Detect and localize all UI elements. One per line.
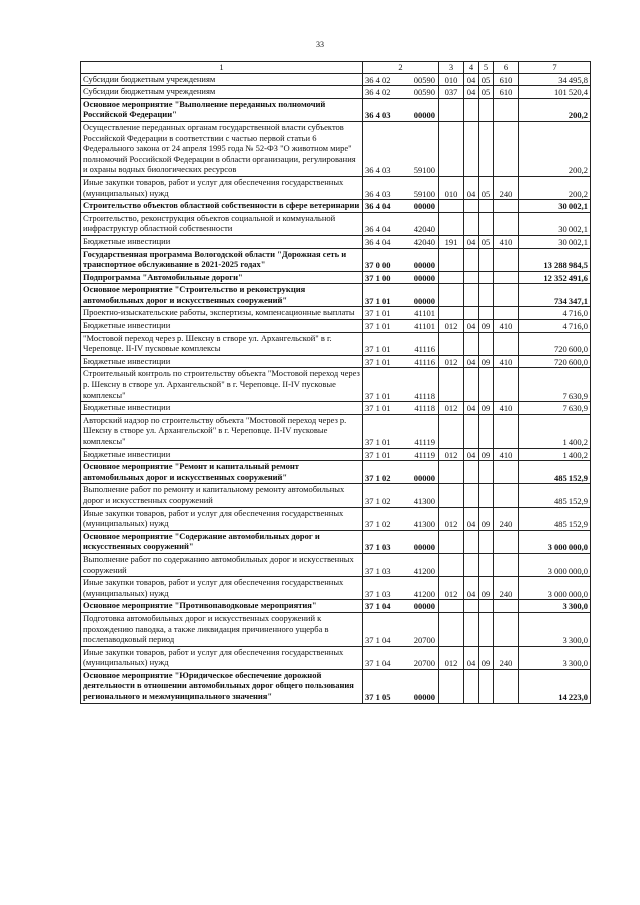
row-code: 37 1 01 bbox=[363, 320, 401, 333]
row-subcode: 00590 bbox=[401, 86, 439, 99]
table-row bbox=[81, 669, 591, 703]
table-row bbox=[81, 507, 591, 530]
row-amount: 200,2 bbox=[519, 176, 591, 199]
row-subcode: 00000 bbox=[401, 530, 439, 553]
row-section: 04 bbox=[464, 235, 479, 248]
row-subcode: 20700 bbox=[401, 646, 439, 669]
row-name: Основное мероприятие "Ремонт и капитальный ремонт автомобильных дорог и искусственных сооружений" bbox=[81, 461, 363, 484]
row-expense-type: 610 bbox=[494, 86, 519, 99]
table-row bbox=[81, 553, 591, 576]
row-subsection bbox=[479, 307, 494, 320]
row-code: 37 1 01 bbox=[363, 355, 401, 368]
row-grbs bbox=[439, 332, 464, 355]
table-row bbox=[81, 121, 591, 176]
row-subsection: 05 bbox=[479, 73, 494, 86]
row-section bbox=[464, 271, 479, 284]
row-amount: 30 002,1 bbox=[519, 200, 591, 213]
row-subsection bbox=[479, 368, 494, 402]
row-subcode: 00000 bbox=[401, 200, 439, 213]
row-expense-type bbox=[494, 612, 519, 646]
row-code: 36 4 04 bbox=[363, 235, 401, 248]
row-subsection: 09 bbox=[479, 320, 494, 333]
row-section: 04 bbox=[464, 176, 479, 199]
row-subcode: 41101 bbox=[401, 320, 439, 333]
row-section: 04 bbox=[464, 646, 479, 669]
row-subsection bbox=[479, 271, 494, 284]
row-name: Бюджетные инвестиции bbox=[81, 320, 363, 333]
row-code: 36 4 02 bbox=[363, 86, 401, 99]
row-subsection bbox=[479, 248, 494, 271]
row-grbs: 012 bbox=[439, 507, 464, 530]
row-section bbox=[464, 669, 479, 703]
row-subsection bbox=[479, 332, 494, 355]
row-amount: 3 000 000,0 bbox=[519, 530, 591, 553]
row-code: 37 1 01 bbox=[363, 368, 401, 402]
table-row bbox=[81, 235, 591, 248]
row-expense-type bbox=[494, 332, 519, 355]
row-amount: 485 152,9 bbox=[519, 507, 591, 530]
row-amount: 200,2 bbox=[519, 121, 591, 176]
row-subcode: 42040 bbox=[401, 212, 439, 235]
row-subsection bbox=[479, 484, 494, 507]
table-row bbox=[81, 320, 591, 333]
row-subcode: 00590 bbox=[401, 73, 439, 86]
table-row bbox=[81, 448, 591, 461]
row-name: Бюджетные инвестиции bbox=[81, 235, 363, 248]
row-name: Основное мероприятие "Юридическое обеспечение дорожной деятельности в отношении автомобильных дорог общего пользования регионального и межмуниципального значения" bbox=[81, 669, 363, 703]
row-section bbox=[464, 332, 479, 355]
row-subsection: 09 bbox=[479, 448, 494, 461]
row-amount: 485 152,9 bbox=[519, 461, 591, 484]
row-expense-type: 410 bbox=[494, 402, 519, 415]
row-section bbox=[464, 248, 479, 271]
row-code: 37 1 03 bbox=[363, 577, 401, 600]
row-amount: 7 630,9 bbox=[519, 368, 591, 402]
table-row bbox=[81, 530, 591, 553]
row-expense-type bbox=[494, 200, 519, 213]
row-amount: 1 400,2 bbox=[519, 414, 591, 448]
row-subcode: 41300 bbox=[401, 484, 439, 507]
row-section: 04 bbox=[464, 320, 479, 333]
table-row bbox=[81, 98, 591, 121]
row-subcode: 41119 bbox=[401, 414, 439, 448]
row-name: Бюджетные инвестиции bbox=[81, 448, 363, 461]
row-grbs bbox=[439, 271, 464, 284]
row-grbs: 012 bbox=[439, 355, 464, 368]
row-expense-type: 610 bbox=[494, 73, 519, 86]
row-grbs bbox=[439, 669, 464, 703]
row-grbs: 012 bbox=[439, 320, 464, 333]
row-grbs bbox=[439, 248, 464, 271]
row-subsection: 05 bbox=[479, 176, 494, 199]
row-grbs bbox=[439, 600, 464, 613]
header-col-2: 2 bbox=[363, 62, 439, 74]
row-amount: 485 152,9 bbox=[519, 484, 591, 507]
row-subsection bbox=[479, 669, 494, 703]
row-section: 04 bbox=[464, 448, 479, 461]
row-subsection bbox=[479, 98, 494, 121]
row-amount: 720 600,0 bbox=[519, 355, 591, 368]
row-expense-type bbox=[494, 368, 519, 402]
table-row bbox=[81, 646, 591, 669]
row-expense-type: 410 bbox=[494, 448, 519, 461]
header-col-1: 1 bbox=[81, 62, 363, 74]
row-section bbox=[464, 612, 479, 646]
row-section: 04 bbox=[464, 577, 479, 600]
row-name: Иные закупки товаров, работ и услуг для обеспечения государственных (муниципальных) нужд bbox=[81, 507, 363, 530]
row-subsection bbox=[479, 200, 494, 213]
row-name: Выполнение работ по содержанию автомобильных дорог и искусственных сооружений bbox=[81, 553, 363, 576]
row-expense-type bbox=[494, 414, 519, 448]
row-section bbox=[464, 368, 479, 402]
row-subsection: 05 bbox=[479, 235, 494, 248]
row-subsection bbox=[479, 212, 494, 235]
header-col-6: 6 bbox=[494, 62, 519, 74]
row-amount: 3 000 000,0 bbox=[519, 577, 591, 600]
table-row bbox=[81, 332, 591, 355]
row-amount: 3 300,0 bbox=[519, 612, 591, 646]
row-code: 37 1 02 bbox=[363, 461, 401, 484]
header-col-5: 5 bbox=[479, 62, 494, 74]
row-code: 37 1 04 bbox=[363, 612, 401, 646]
row-amount: 4 716,0 bbox=[519, 307, 591, 320]
row-name: Авторский надзор по строительству объекта "Мостовой переход через р. Шексну в створе ул. Архангельской" в г. Череповце. II-IV пусковые комплексы" bbox=[81, 414, 363, 448]
row-code: 37 1 01 bbox=[363, 448, 401, 461]
row-section bbox=[464, 200, 479, 213]
row-amount: 734 347,1 bbox=[519, 284, 591, 307]
table-row bbox=[81, 307, 591, 320]
row-amount: 720 600,0 bbox=[519, 332, 591, 355]
row-subsection bbox=[479, 530, 494, 553]
row-subsection bbox=[479, 461, 494, 484]
row-code: 37 1 04 bbox=[363, 600, 401, 613]
row-code: 36 4 04 bbox=[363, 200, 401, 213]
row-section bbox=[464, 98, 479, 121]
row-grbs: 037 bbox=[439, 86, 464, 99]
row-code: 37 1 01 bbox=[363, 332, 401, 355]
row-subsection bbox=[479, 600, 494, 613]
row-code: 37 1 02 bbox=[363, 484, 401, 507]
table-row bbox=[81, 600, 591, 613]
row-subcode: 00000 bbox=[401, 248, 439, 271]
row-amount: 30 002,1 bbox=[519, 235, 591, 248]
row-subsection bbox=[479, 414, 494, 448]
row-grbs: 010 bbox=[439, 73, 464, 86]
row-subcode: 41116 bbox=[401, 332, 439, 355]
table-row bbox=[81, 271, 591, 284]
table-row bbox=[81, 284, 591, 307]
row-grbs bbox=[439, 553, 464, 576]
table-row bbox=[81, 402, 591, 415]
row-section bbox=[464, 553, 479, 576]
row-amount: 34 495,8 bbox=[519, 73, 591, 86]
row-code: 37 1 04 bbox=[363, 646, 401, 669]
row-name: Основное мероприятие "Противопаводковые мероприятия" bbox=[81, 600, 363, 613]
row-name: Иные закупки товаров, работ и услуг для обеспечения государственных (муниципальных) нужд bbox=[81, 176, 363, 199]
row-name: Подготовка автомобильных дорог и искусственных сооружений к прохождению паводка, а также ликвидация причиненного ущерба в послепаводковый период bbox=[81, 612, 363, 646]
row-grbs: 012 bbox=[439, 448, 464, 461]
row-section bbox=[464, 307, 479, 320]
row-code: 37 1 01 bbox=[363, 284, 401, 307]
row-code: 37 1 01 bbox=[363, 402, 401, 415]
row-code: 36 4 02 bbox=[363, 73, 401, 86]
row-expense-type bbox=[494, 461, 519, 484]
row-subsection bbox=[479, 121, 494, 176]
row-code: 37 1 03 bbox=[363, 553, 401, 576]
row-amount: 200,2 bbox=[519, 98, 591, 121]
row-grbs bbox=[439, 368, 464, 402]
row-expense-type bbox=[494, 271, 519, 284]
row-name: Государственная программа Вологодской области "Дорожная сеть и транспортное обслуживание в 2021-2025 годах" bbox=[81, 248, 363, 271]
row-grbs bbox=[439, 414, 464, 448]
row-expense-type bbox=[494, 98, 519, 121]
row-amount: 12 352 491,6 bbox=[519, 271, 591, 284]
row-name: Выполнение работ по ремонту и капитальному ремонту автомобильных дорог и искусственных сооружений bbox=[81, 484, 363, 507]
row-name: Иные закупки товаров, работ и услуг для обеспечения государственных (муниципальных) нужд bbox=[81, 646, 363, 669]
row-grbs: 012 bbox=[439, 646, 464, 669]
row-expense-type: 240 bbox=[494, 646, 519, 669]
row-grbs bbox=[439, 121, 464, 176]
row-subcode: 00000 bbox=[401, 600, 439, 613]
row-subcode: 41118 bbox=[401, 402, 439, 415]
row-subsection: 09 bbox=[479, 507, 494, 530]
row-name: Иные закупки товаров, работ и услуг для обеспечения государственных (муниципальных) нужд bbox=[81, 577, 363, 600]
row-amount: 7 630,9 bbox=[519, 402, 591, 415]
row-subcode: 20700 bbox=[401, 612, 439, 646]
row-grbs bbox=[439, 284, 464, 307]
row-amount: 1 400,2 bbox=[519, 448, 591, 461]
row-amount: 13 288 984,5 bbox=[519, 248, 591, 271]
row-expense-type bbox=[494, 530, 519, 553]
header-col-7: 7 bbox=[519, 62, 591, 74]
row-amount: 101 520,4 bbox=[519, 86, 591, 99]
row-grbs: 012 bbox=[439, 577, 464, 600]
row-subcode: 00000 bbox=[401, 98, 439, 121]
row-expense-type bbox=[494, 669, 519, 703]
row-expense-type bbox=[494, 121, 519, 176]
row-grbs bbox=[439, 200, 464, 213]
row-subcode: 00000 bbox=[401, 284, 439, 307]
row-name: Основное мероприятие "Выполнение переданных полномочий Российской Федерации" bbox=[81, 98, 363, 121]
table-row bbox=[81, 577, 591, 600]
row-code: 36 4 03 bbox=[363, 121, 401, 176]
row-name: "Мостовой переход через р. Шексну в створе ул. Архангельской" в г. Череповце. II-IV пусковые комплексы bbox=[81, 332, 363, 355]
row-section: 04 bbox=[464, 73, 479, 86]
row-name: Строительство объектов областной собственности в сфере ветеринарии bbox=[81, 200, 363, 213]
row-code: 37 1 01 bbox=[363, 414, 401, 448]
row-amount: 14 223,0 bbox=[519, 669, 591, 703]
row-subcode: 00000 bbox=[401, 669, 439, 703]
row-amount: 30 002,1 bbox=[519, 212, 591, 235]
table-row bbox=[81, 86, 591, 99]
row-amount: 3 000 000,0 bbox=[519, 553, 591, 576]
row-grbs bbox=[439, 461, 464, 484]
row-grbs bbox=[439, 530, 464, 553]
row-code: 36 4 04 bbox=[363, 212, 401, 235]
row-subsection bbox=[479, 284, 494, 307]
row-grbs: 191 bbox=[439, 235, 464, 248]
header-col-3: 3 bbox=[439, 62, 464, 74]
row-section bbox=[464, 461, 479, 484]
row-code: 37 1 02 bbox=[363, 507, 401, 530]
row-section bbox=[464, 414, 479, 448]
table-row bbox=[81, 200, 591, 213]
row-subcode: 59100 bbox=[401, 176, 439, 199]
row-expense-type: 240 bbox=[494, 176, 519, 199]
row-expense-type bbox=[494, 484, 519, 507]
row-section: 04 bbox=[464, 86, 479, 99]
row-expense-type bbox=[494, 284, 519, 307]
table-header-row bbox=[81, 62, 591, 74]
row-grbs: 010 bbox=[439, 176, 464, 199]
row-name: Основное мероприятие "Содержание автомобильных дорог и искусственных сооружений" bbox=[81, 530, 363, 553]
row-subsection: 05 bbox=[479, 86, 494, 99]
row-subsection bbox=[479, 553, 494, 576]
row-subcode: 00000 bbox=[401, 271, 439, 284]
row-subsection: 09 bbox=[479, 577, 494, 600]
row-section bbox=[464, 600, 479, 613]
table-body bbox=[81, 62, 591, 704]
row-amount: 4 716,0 bbox=[519, 320, 591, 333]
row-section: 04 bbox=[464, 507, 479, 530]
row-section bbox=[464, 121, 479, 176]
row-section bbox=[464, 530, 479, 553]
row-subcode: 41119 bbox=[401, 448, 439, 461]
row-subcode: 41200 bbox=[401, 553, 439, 576]
row-subsection bbox=[479, 612, 494, 646]
row-expense-type: 410 bbox=[494, 320, 519, 333]
budget-table bbox=[80, 61, 591, 704]
row-subsection: 09 bbox=[479, 355, 494, 368]
row-code: 37 1 00 bbox=[363, 271, 401, 284]
row-subsection: 09 bbox=[479, 646, 494, 669]
table-row bbox=[81, 212, 591, 235]
row-name: Субсидии бюджетным учреждениям bbox=[81, 86, 363, 99]
row-expense-type: 410 bbox=[494, 355, 519, 368]
row-code: 36 4 03 bbox=[363, 98, 401, 121]
row-name: Строительный контроль по строительству объекта "Мостовой переход через р. Шексну в створе ул. Архангельской" в г. Череповце. II-IV пусковые комплексы" bbox=[81, 368, 363, 402]
row-section bbox=[464, 484, 479, 507]
row-expense-type: 410 bbox=[494, 235, 519, 248]
row-section: 04 bbox=[464, 355, 479, 368]
row-expense-type bbox=[494, 600, 519, 613]
row-grbs bbox=[439, 212, 464, 235]
row-section bbox=[464, 212, 479, 235]
table-row bbox=[81, 368, 591, 402]
row-name: Бюджетные инвестиции bbox=[81, 402, 363, 415]
table-row bbox=[81, 461, 591, 484]
table-row bbox=[81, 484, 591, 507]
row-code: 36 4 03 bbox=[363, 176, 401, 199]
row-grbs bbox=[439, 612, 464, 646]
row-name: Бюджетные инвестиции bbox=[81, 355, 363, 368]
row-name: Субсидии бюджетным учреждениям bbox=[81, 73, 363, 86]
row-grbs bbox=[439, 307, 464, 320]
row-grbs bbox=[439, 98, 464, 121]
row-amount: 3 300,0 bbox=[519, 600, 591, 613]
row-section bbox=[464, 284, 479, 307]
header-col-4: 4 bbox=[464, 62, 479, 74]
row-expense-type: 240 bbox=[494, 507, 519, 530]
table-row bbox=[81, 414, 591, 448]
row-subcode: 59100 bbox=[401, 121, 439, 176]
row-code: 37 0 00 bbox=[363, 248, 401, 271]
row-subcode: 41116 bbox=[401, 355, 439, 368]
row-code: 37 1 05 bbox=[363, 669, 401, 703]
row-subcode: 41200 bbox=[401, 577, 439, 600]
row-subcode: 41300 bbox=[401, 507, 439, 530]
row-subcode: 00000 bbox=[401, 461, 439, 484]
table-row bbox=[81, 355, 591, 368]
row-code: 37 1 01 bbox=[363, 307, 401, 320]
row-name: Строительство, реконструкция объектов социальной и коммунальной инфраструктур областной собственности bbox=[81, 212, 363, 235]
row-grbs: 012 bbox=[439, 402, 464, 415]
row-grbs bbox=[439, 484, 464, 507]
row-subcode: 42040 bbox=[401, 235, 439, 248]
row-section: 04 bbox=[464, 402, 479, 415]
row-expense-type bbox=[494, 212, 519, 235]
row-expense-type bbox=[494, 553, 519, 576]
row-expense-type bbox=[494, 307, 519, 320]
row-expense-type bbox=[494, 248, 519, 271]
table-row bbox=[81, 73, 591, 86]
row-name: Проектно-изыскательские работы, экспертизы, компенсационные выплаты bbox=[81, 307, 363, 320]
row-expense-type: 240 bbox=[494, 577, 519, 600]
row-name: Осуществление переданных органам государственной власти субъектов Российской Федерации в соответствии с частью первой статьи 6 Федерального закона от 24 апреля 1995 года № 52-ФЗ "О животном мире" полномочий Российской Федерации в области организации, регулирования и охраны водных биологических ресурсов bbox=[81, 121, 363, 176]
table-row bbox=[81, 612, 591, 646]
table-row bbox=[81, 248, 591, 271]
row-subcode: 41118 bbox=[401, 368, 439, 402]
row-name: Подпрограмма "Автомобильные дороги" bbox=[81, 271, 363, 284]
row-subcode: 41101 bbox=[401, 307, 439, 320]
table-row bbox=[81, 176, 591, 199]
row-name: Основное мероприятие "Строительство и реконструкция автомобильных дорог и искусственных сооружений" bbox=[81, 284, 363, 307]
row-amount: 3 300,0 bbox=[519, 646, 591, 669]
row-subsection: 09 bbox=[479, 402, 494, 415]
row-code: 37 1 03 bbox=[363, 530, 401, 553]
page-number: 33 bbox=[316, 40, 324, 49]
